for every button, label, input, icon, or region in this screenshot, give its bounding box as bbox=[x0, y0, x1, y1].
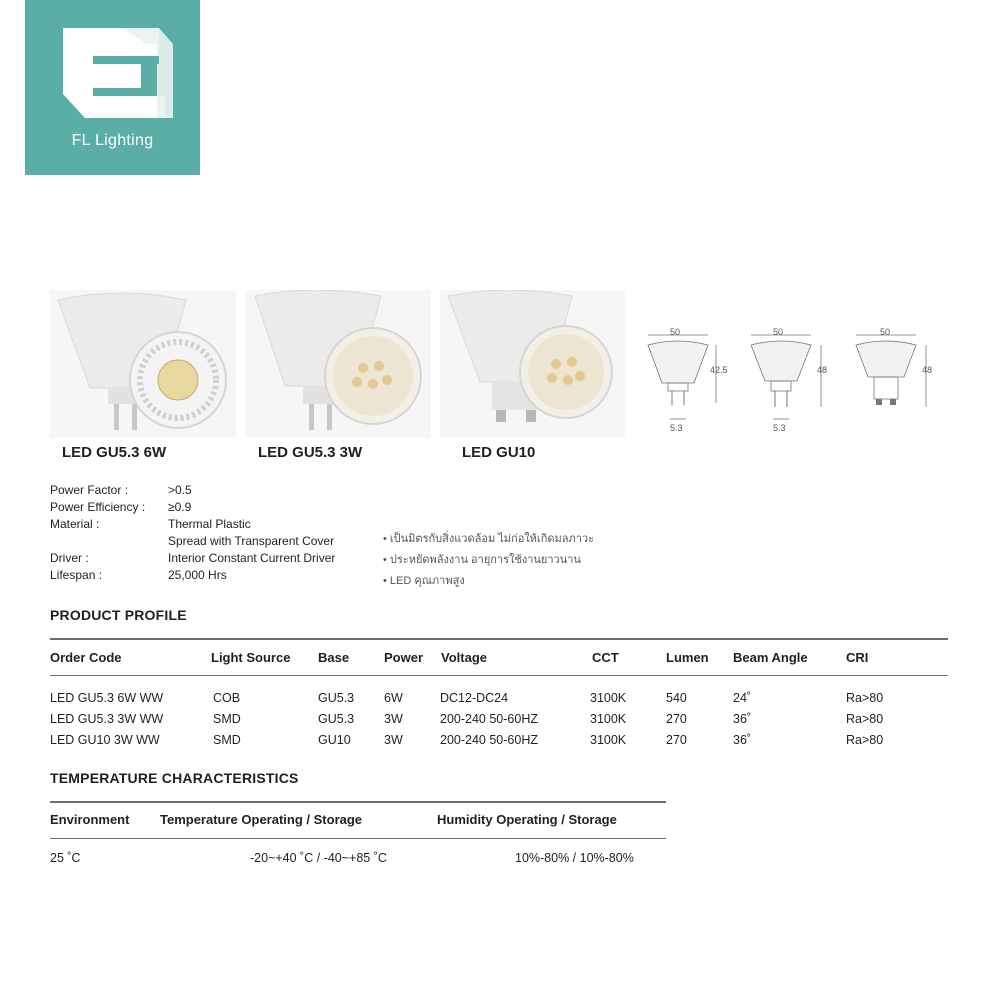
spec-value: ≥0.9 bbox=[168, 500, 192, 514]
feature-bullet: • LED คุณภาพสูง bbox=[383, 575, 465, 587]
table-cell: SMD bbox=[213, 733, 241, 747]
diagram-height-label: 48 bbox=[817, 365, 828, 375]
column-header: CRI bbox=[846, 650, 869, 665]
column-header: Light Source bbox=[211, 650, 291, 665]
diagram-width-label: 50 bbox=[773, 327, 784, 337]
table-cell: LED GU5.3 6W WW bbox=[50, 691, 164, 705]
dimension-diagram-gu10 bbox=[850, 325, 950, 435]
table-cell: 10%-80% / 10%-80% bbox=[515, 851, 634, 865]
spec-label: Power Factor : bbox=[50, 483, 129, 497]
column-header: Voltage bbox=[441, 650, 487, 665]
table-cell: DC12-DC24 bbox=[440, 691, 509, 705]
column-header: Order Code bbox=[50, 650, 122, 665]
table-cell: 200-240 50-60HZ bbox=[440, 733, 538, 747]
brand-name: FL Lighting bbox=[71, 132, 154, 149]
spec-label: Power Efficiency : bbox=[50, 500, 146, 514]
table-cell: LED GU10 3W WW bbox=[50, 733, 160, 747]
diagram-height-label: 48 bbox=[922, 365, 933, 375]
table-cell: COB bbox=[213, 691, 241, 705]
product-label: LED GU5.3 3W bbox=[258, 444, 363, 461]
spec-label: Material : bbox=[50, 517, 100, 531]
table-rule bbox=[50, 638, 948, 640]
diagram-height-label: 42.5 bbox=[710, 365, 728, 375]
product-profile-title: PRODUCT PROFILE bbox=[50, 607, 187, 623]
table-cell: SMD bbox=[213, 712, 241, 726]
spec-value: Spread with Transparent Cover bbox=[168, 534, 335, 548]
spec-value: 25,000 Hrs bbox=[168, 568, 227, 582]
column-header: Temperature Operating / Storage bbox=[160, 812, 363, 827]
table-cell: Ra>80 bbox=[846, 733, 884, 747]
table-cell: GU5.3 bbox=[318, 712, 355, 726]
diagram-width-label: 50 bbox=[880, 327, 891, 337]
table-cell: GU5.3 bbox=[318, 691, 355, 705]
table-cell: LED GU5.3 3W WW bbox=[50, 712, 164, 726]
column-header: Environment bbox=[50, 812, 130, 827]
table-cell: 3W bbox=[384, 733, 403, 747]
table-cell: 36˚ bbox=[733, 733, 752, 747]
diagram-pin-label: 5.3 bbox=[773, 423, 786, 433]
dimension-diagram-gu53-6w bbox=[640, 325, 740, 435]
spec-label: Lifespan : bbox=[50, 568, 103, 582]
column-header: Beam Angle bbox=[733, 650, 808, 665]
table-cell: 6W bbox=[384, 691, 403, 705]
dimension-diagram-gu53-3w bbox=[745, 325, 845, 435]
product-image-gu53-6w bbox=[50, 290, 236, 438]
feature-bullet: • เป็นมิตรกับสิ่งแวดล้อม ไม่ก่อให้เกิดมลภาวะ bbox=[383, 533, 595, 545]
table-cell: 3100K bbox=[590, 733, 627, 747]
table-rule bbox=[50, 801, 666, 803]
brand-logo bbox=[25, 0, 200, 175]
table-cell: 3W bbox=[384, 712, 403, 726]
table-cell: 540 bbox=[666, 691, 687, 705]
table-cell: 270 bbox=[666, 712, 687, 726]
table-cell: 270 bbox=[666, 733, 687, 747]
diagram-pin-label: 5.3 bbox=[670, 423, 683, 433]
column-header: Base bbox=[318, 650, 350, 665]
product-label: LED GU10 bbox=[462, 444, 536, 461]
feature-bullet: • ประหยัดพลังงาน อายุการใช้งานยาวนาน bbox=[383, 554, 581, 566]
product-image-gu53-3w bbox=[245, 290, 431, 438]
spec-value: Thermal Plastic bbox=[168, 517, 251, 531]
table-cell: -20~+40 ˚C / -40~+85 ˚C bbox=[250, 851, 387, 865]
table-cell: 25 ˚C bbox=[50, 851, 81, 865]
table-cell: 3100K bbox=[590, 712, 627, 726]
column-header: Power bbox=[384, 650, 424, 665]
product-label: LED GU5.3 6W bbox=[62, 444, 167, 461]
table-cell: Ra>80 bbox=[846, 712, 884, 726]
table-cell: 24˚ bbox=[733, 691, 752, 705]
diagram-width-label: 50 bbox=[670, 327, 681, 337]
column-header: Humidity Operating / Storage bbox=[437, 812, 617, 827]
table-rule bbox=[50, 675, 948, 676]
column-header: Lumen bbox=[666, 650, 709, 665]
table-cell: GU10 bbox=[318, 733, 351, 747]
table-cell: 3100K bbox=[590, 691, 627, 705]
column-header: CCT bbox=[592, 650, 619, 665]
temperature-title: TEMPERATURE CHARACTERISTICS bbox=[50, 770, 299, 786]
table-cell: Ra>80 bbox=[846, 691, 884, 705]
table-cell: 36˚ bbox=[733, 712, 752, 726]
spec-value: >0.5 bbox=[168, 483, 192, 497]
table-cell: 200-240 50-60HZ bbox=[440, 712, 538, 726]
product-image-gu10 bbox=[440, 290, 626, 438]
spec-label: Driver : bbox=[50, 551, 89, 565]
spec-value: Interior Constant Current Driver bbox=[168, 551, 336, 565]
table-rule bbox=[50, 838, 666, 839]
